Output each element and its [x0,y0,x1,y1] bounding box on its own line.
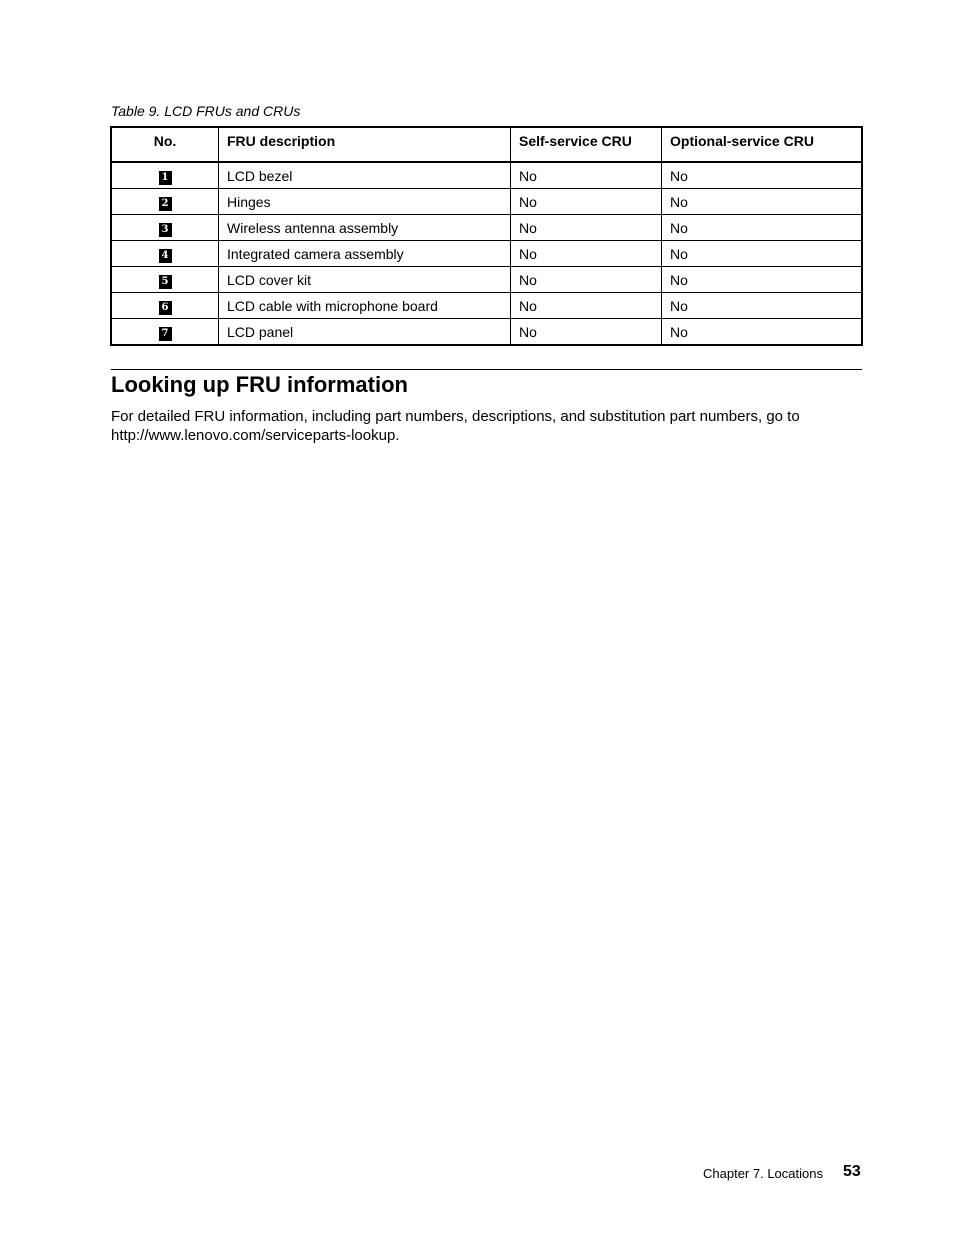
callout-number-badge: 1 [159,171,172,185]
fru-description-cell: LCD cover kit [219,267,511,293]
section-body [111,407,871,445]
callout-number-badge: 5 [159,275,172,289]
fru-description-cell: LCD bezel [219,162,511,189]
table-caption: Table 9. LCD FRUs and CRUs [111,103,301,119]
table-header-row [111,127,862,162]
fru-description-cell: Wireless antenna assembly [219,215,511,241]
header-no: No. [111,127,219,162]
callout-number-badge: 6 [159,301,172,315]
optional-service-cell: No [662,189,863,215]
self-service-cell: No [511,215,662,241]
self-service-cell: No [511,319,662,346]
lookup-url-link[interactable]: http://www.lenovo.com/serviceparts-lookup. [111,427,400,444]
self-service-cell: No [511,293,662,319]
self-service-cell: No [511,189,662,215]
optional-service-cell: No [662,293,863,319]
self-service-cell: No [511,267,662,293]
fru-description-cell: Hinges [219,189,511,215]
table-row [111,241,862,267]
callout-number-badge: 2 [159,197,172,211]
table-row [111,189,862,215]
fru-table [110,126,863,346]
table-row [111,293,862,319]
optional-service-cell: No [662,241,863,267]
optional-service-cell: No [662,215,863,241]
section-divider [111,369,862,370]
self-service-cell: No [511,241,662,267]
header-self-service-cru: Self-service CRU [511,127,662,162]
callout-number-badge: 3 [159,223,172,237]
fru-description-cell: LCD cable with microphone board [219,293,511,319]
fru-description-cell: LCD panel [219,319,511,346]
page-number: 53 [843,1163,861,1180]
optional-service-cell: No [662,162,863,189]
table-row [111,319,862,346]
section-heading: Looking up FRU information [111,372,408,397]
table-row [111,215,862,241]
header-optional-service-cru: Optional-service CRU [662,127,863,162]
footer-chapter: Chapter 7. Locations [703,1166,823,1181]
callout-number-badge: 7 [159,327,172,341]
table-row [111,267,862,293]
body-text: For detailed FRU information, including part numbers, descriptions, and substitution part numbers, go to [111,408,800,425]
table-row [111,162,862,189]
optional-service-cell: No [662,319,863,346]
header-fru-description: FRU description [219,127,511,162]
callout-number-badge: 4 [159,249,172,263]
optional-service-cell: No [662,267,863,293]
self-service-cell: No [511,162,662,189]
fru-description-cell: Integrated camera assembly [219,241,511,267]
